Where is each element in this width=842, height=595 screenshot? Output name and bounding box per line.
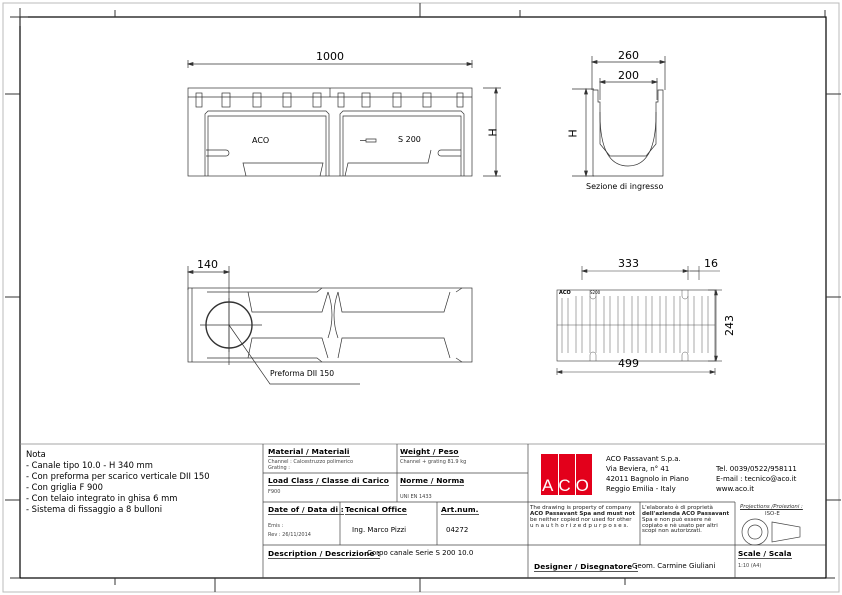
description-value: Corpo canale Serie S 200 10.0 — [367, 549, 474, 557]
designer-value: Geom. Carmine Giuliani — [632, 562, 716, 570]
company-region: Reggio Emilia - Italy — [606, 485, 676, 493]
company-web: www.aco.it — [716, 485, 754, 493]
projection-value: ISO-E — [765, 511, 780, 517]
date-rev: Rev : 26/11/2014 — [268, 532, 311, 538]
art-num-label: Art.num. — [441, 505, 479, 514]
date-emis: Emis : — [268, 523, 284, 529]
notes-block — [26, 449, 210, 515]
material-channel: Channel : Calcestruzzo polimerico — [268, 459, 354, 465]
preform-callout: Preforma DII 150 — [270, 369, 335, 378]
grating-mark-s200: S200 — [590, 290, 601, 295]
copyright-it-line: Spa e non può essere nè — [642, 516, 712, 523]
weight-label: Weight / Peso — [400, 447, 459, 456]
top-view — [188, 266, 472, 384]
grating-mark-aco: ACO — [559, 290, 571, 296]
scale-label: Scale / Scala — [738, 549, 792, 558]
notes-title: Nota — [26, 449, 46, 459]
norme-value: UNI EN 1433 — [400, 494, 432, 500]
dim-height-front: H — [486, 128, 500, 137]
section-caption: Sezione di ingresso — [586, 182, 664, 191]
copyright-it-line: L'elaborato è di proprietà — [642, 505, 713, 511]
load-class-label: Load Class / Classe di Carico — [268, 476, 389, 485]
company-address — [606, 454, 689, 494]
note-item: - Con griglia F 900 — [26, 482, 103, 492]
dim-section-inner: 200 — [618, 69, 639, 82]
dim-grating-333: 333 — [618, 257, 639, 270]
art-num-value: 04272 — [446, 526, 469, 534]
dim-grating-499: 499 — [618, 357, 639, 370]
office-label: Tecnical Office — [345, 505, 407, 514]
aco-logo — [541, 454, 592, 495]
copyright-en-line: be neither copied nor used for other — [530, 516, 632, 523]
dim-section-outer: 260 — [618, 49, 639, 62]
dim-grating-16: 16 — [704, 257, 718, 270]
front-view — [188, 60, 501, 176]
company-email: E-mail : tecnico@aco.it — [716, 475, 797, 483]
copyright-it-line: scopi non autorizzati. — [642, 528, 702, 535]
aco-logo-text: ACO — [542, 476, 594, 495]
company-contacts — [716, 464, 797, 494]
company-name: ACO Passavant S.p.a. — [606, 455, 681, 463]
norme-label: Norme / Norma — [400, 476, 465, 485]
company-city: 42011 Bagnolo in Piano — [606, 475, 689, 483]
note-item: - Canale tipo 10.0 - H 340 mm — [26, 460, 153, 470]
description-label: Description / Descrizione : — [268, 549, 381, 558]
material-label: Material / Materiali — [268, 447, 350, 456]
copyright-en-line: The drawing is property of company — [530, 505, 632, 511]
copyright-en-line: ACO Passavant Spa and must not — [530, 510, 636, 517]
grating-view — [557, 266, 722, 375]
load-class-value: F900 — [268, 489, 281, 495]
copyright-it — [642, 506, 729, 535]
copyright-it-line: dell'azienda ACO Passavant — [642, 510, 730, 517]
copyright-it-line: copiato e nè usato per altri — [642, 522, 718, 529]
dim-length: 1000 — [316, 50, 344, 63]
note-item: - Con preforma per scarico verticale DII 150 — [26, 471, 210, 481]
dim-height-section: H — [566, 129, 580, 138]
front-label-s200: S 200 — [398, 135, 421, 144]
note-item: - Sistema di fissaggio a 8 bulloni — [26, 504, 163, 514]
copyright-en — [530, 506, 635, 529]
projection-label: Projections /Proiezioni : — [740, 504, 803, 510]
company-street: Via Beviera, n° 41 — [606, 465, 670, 473]
date-label: Date of / Data di : — [268, 505, 344, 514]
scale-value: 1:10 (A4) — [738, 563, 762, 569]
company-tel: Tel. 0039/0522/958111 — [716, 465, 797, 473]
designer-label: Designer / Disegnatore : — [534, 562, 638, 571]
office-value: Ing. Marco Pizzi — [352, 526, 407, 534]
copyright-en-line: u n a u t h o r i z e d p u r p o s e s. — [530, 522, 629, 529]
material-grating: Grating : — [268, 465, 290, 471]
note-item: - Con telaio integrato in ghisa 6 mm — [26, 493, 178, 503]
dim-grating-243: 243 — [723, 315, 736, 336]
weight-value: Channel + grating 81.9 kg — [400, 459, 467, 465]
dim-preform-offset: 140 — [197, 258, 218, 271]
front-label-aco: ACO — [252, 136, 270, 145]
